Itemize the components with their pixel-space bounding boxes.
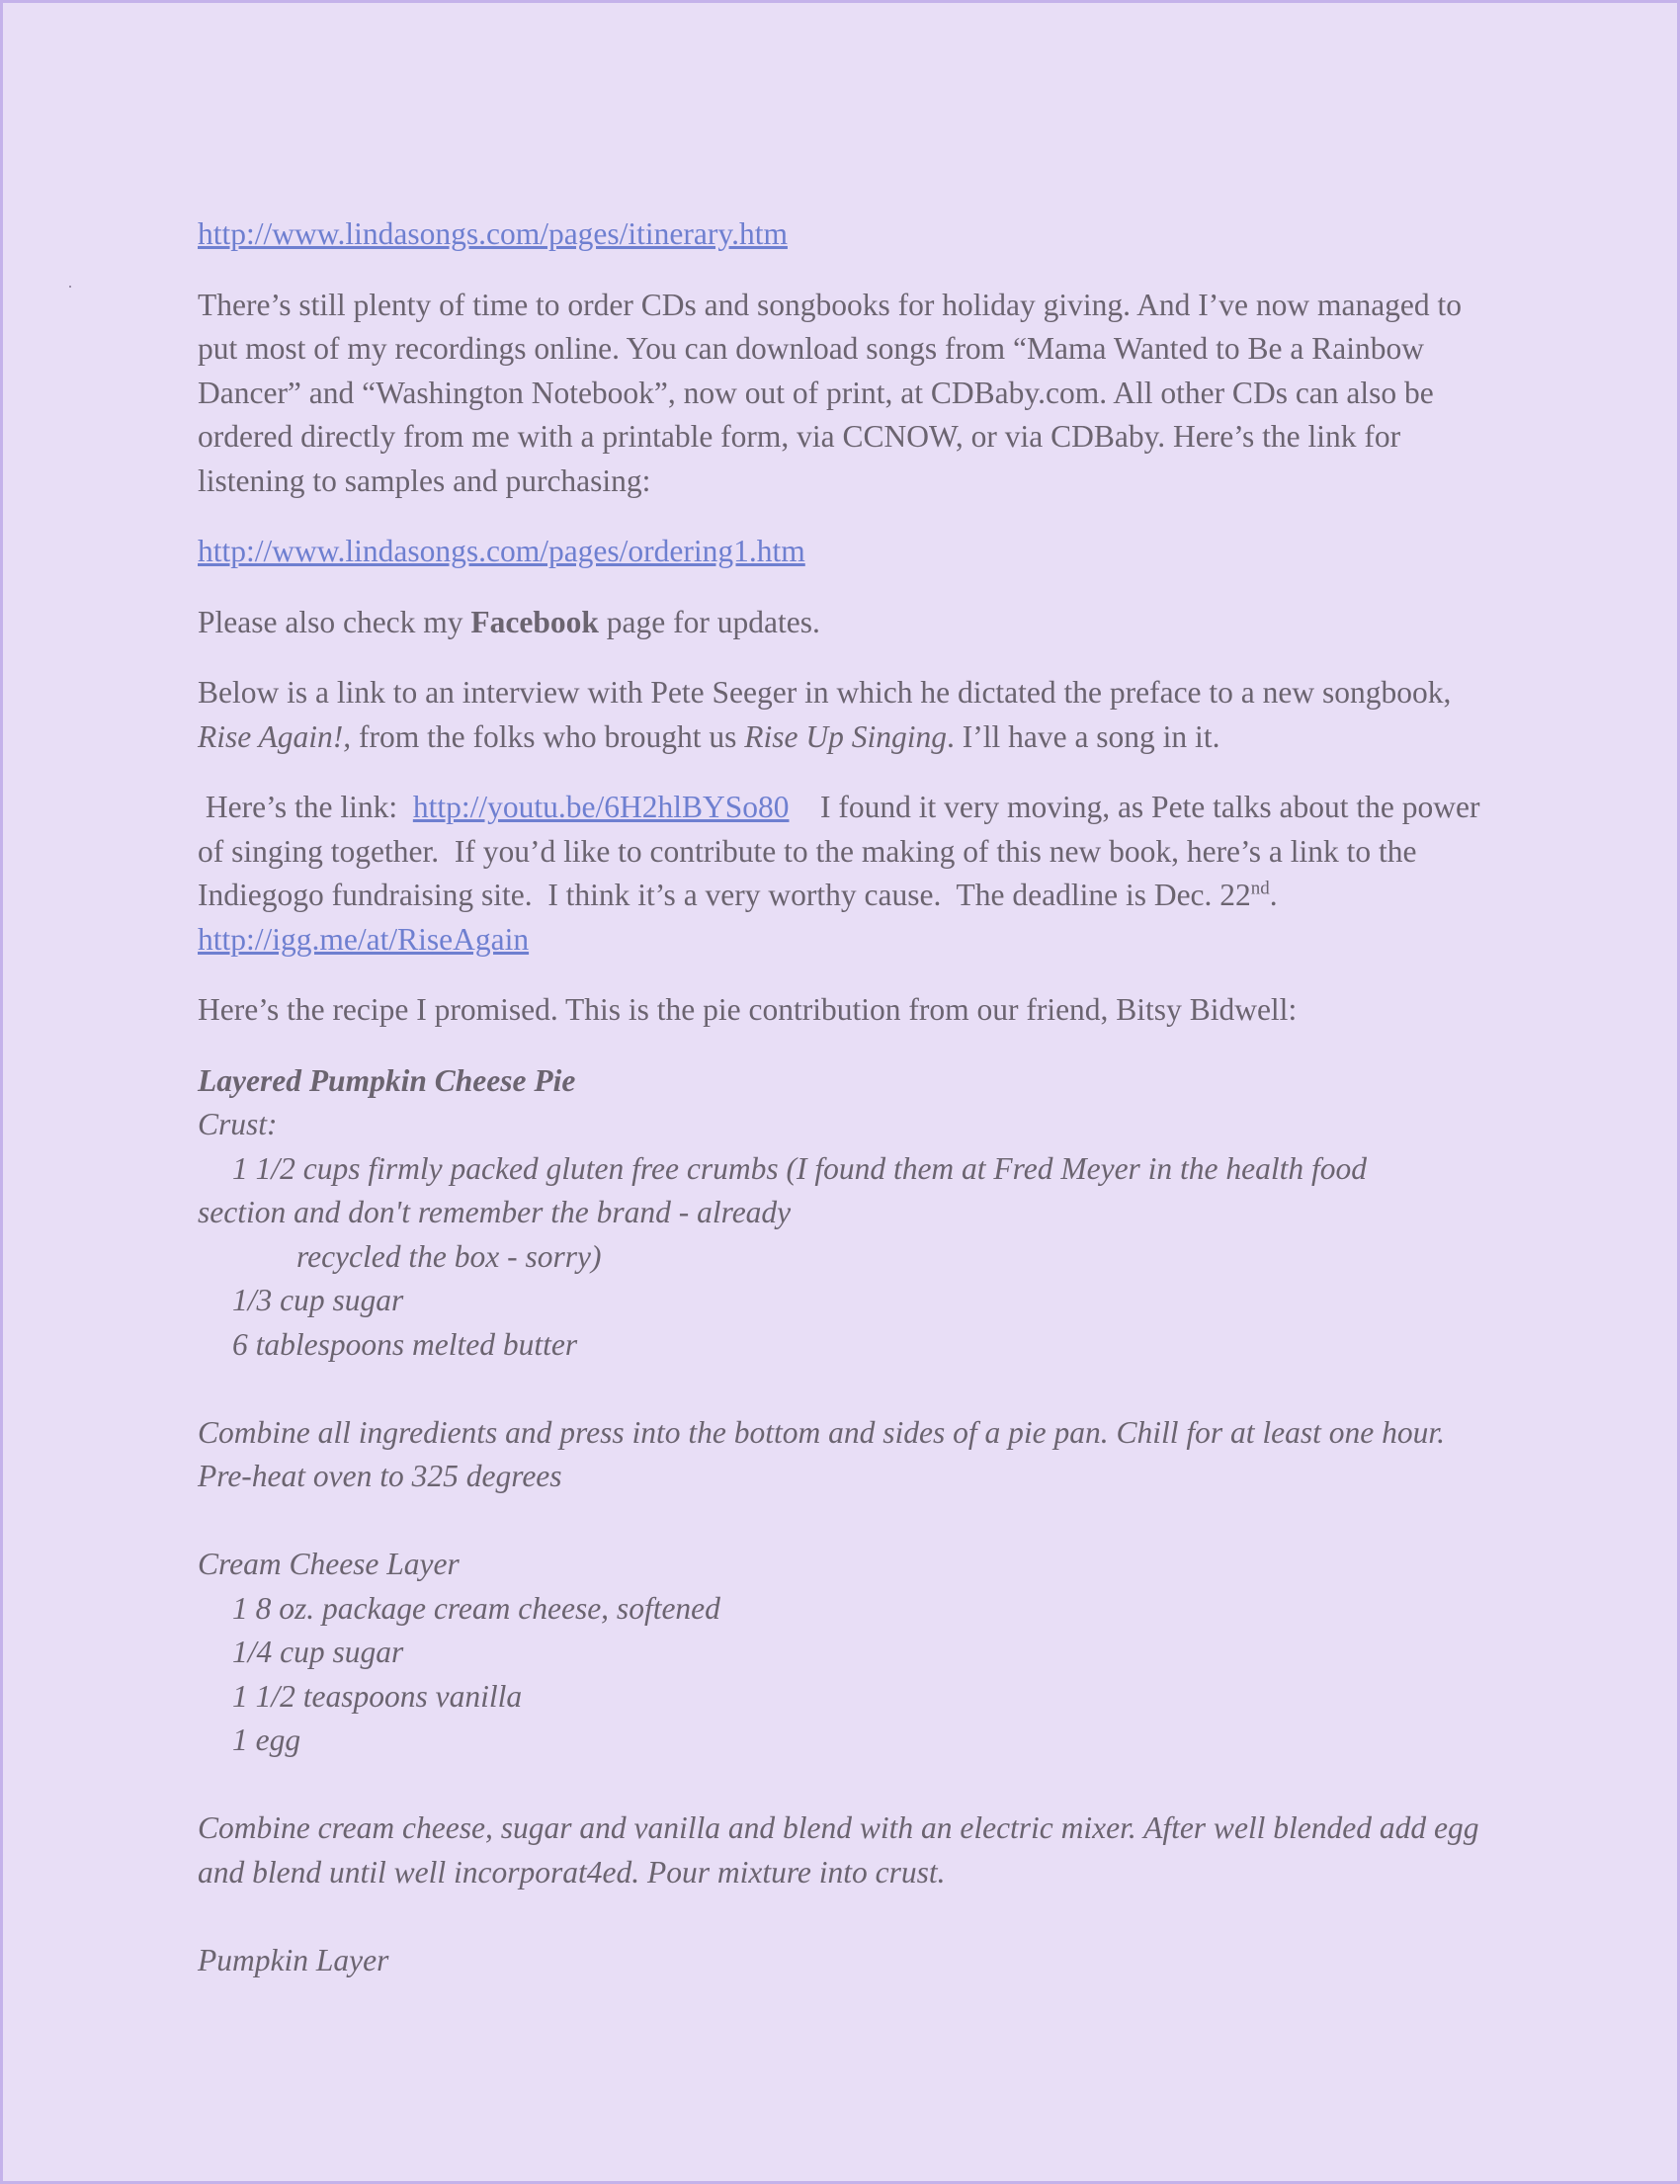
crust-ingredient-1-continued: section and don't remember the brand - already <box>198 1195 792 1229</box>
cheese-method: Combine cream cheese, sugar and vanilla and blend with an electric mixer. After well blended add egg and blend until well incorporat4ed. Pour mixture into crust. <box>198 1810 1479 1890</box>
seeger-text-2: from the folks who brought us <box>351 718 745 754</box>
deadline-suffix: nd <box>1250 878 1270 899</box>
spacer <box>198 1367 1492 1411</box>
igg-link[interactable]: http://igg.me/at/RiseAgain <box>198 921 530 957</box>
recipe-title-text: Layered Pumpkin Cheese Pie <box>198 1062 576 1098</box>
spacer <box>198 1763 1492 1807</box>
facebook-bold: Facebook <box>470 604 599 639</box>
facebook-text-before: Please also check my <box>198 604 471 639</box>
cheese-heading: Cream Cheese Layer <box>198 1547 460 1581</box>
link-paragraph <box>198 786 1492 962</box>
ordering-link[interactable]: http://www.lindasongs.com/pages/ordering1.htm <box>198 534 805 568</box>
recipe-title <box>198 1059 1492 1104</box>
seeger-text-1: Below is a link to an interview with Pete Seeger in which he dictated the preface to a new songbook, <box>198 675 1452 710</box>
facebook-paragraph <box>198 601 1492 645</box>
seeger-book-title: Rise Again!, <box>198 718 352 754</box>
cheese-ingredient-2: 1/4 cup sugar <box>232 1635 404 1669</box>
recipe <box>198 1059 1492 1983</box>
seeger-paragraph <box>198 671 1492 759</box>
seeger-book-title-2: Rise Up Singing <box>744 718 947 754</box>
crust-ingredient-2: 1/3 cup sugar <box>232 1283 404 1317</box>
link-end: . <box>1269 878 1302 912</box>
youtube-link[interactable]: http://youtu.be/6H2hlBYSo80 <box>412 790 790 824</box>
crust-heading: Crust: <box>198 1107 278 1141</box>
link-after: I found it very moving, as Pete talks about the power of singing together. If you’d like to contribute to the making of this new book, here’s a link to the Indiegogo fundraising site. I think it’s a very worthy cause. The deadline is Dec. 22 <box>198 790 1488 912</box>
crust-ingredient-1: 1 1/2 cups firmly packed gluten free crumbs (I found them at Fred Meyer in the health food <box>232 1150 1368 1186</box>
itinerary-link[interactable]: http://www.lindasongs.com/pages/itinerary.htm <box>198 216 788 251</box>
spacer <box>198 1499 1492 1544</box>
scan-speck <box>69 286 71 288</box>
crust-method: Combine all ingredients and press into the bottom and sides of a pie pan. Chill for at least one hour. Pre-heat oven to 325 degrees <box>198 1414 1446 1493</box>
spacer <box>198 1894 1492 1939</box>
recipe-intro: Here’s the recipe I promised. This is the pie contribution from our friend, Bitsy Bidwell: <box>198 992 1298 1027</box>
pumpkin-heading: Pumpkin Layer <box>198 1942 389 1977</box>
link-intro: Here’s the link: <box>198 790 413 824</box>
cheese-ingredient-1: 1 8 oz. package cream cheese, softened <box>232 1590 720 1626</box>
facebook-text-after: page for updates. <box>598 604 820 639</box>
holiday-paragraph: There’s still plenty of time to order CDs and songbooks for holiday giving. And I’ve now managed to put most of my recordings online. You can download songs from “Mama Wanted to Be a Rainbow Dancer” and “Washington Notebook”, now out of print, at CDBaby.com. All other CDs can also be ordered directly from me with a printable form, via CCNOW, or via CDBaby. Here’s the link for listening to samples and purchasing: <box>198 287 1463 498</box>
crust-ingredient-1-end: recycled the box - sorry) <box>296 1238 602 1274</box>
cheese-ingredient-4: 1 egg <box>232 1722 301 1757</box>
crust-ingredient-3: 6 tablespoons melted butter <box>232 1326 578 1362</box>
seeger-text-3: . I’ll have a song in it. <box>947 718 1220 754</box>
cheese-ingredient-3: 1 1/2 teaspoons vanilla <box>232 1678 523 1714</box>
document-body <box>198 212 1492 1982</box>
